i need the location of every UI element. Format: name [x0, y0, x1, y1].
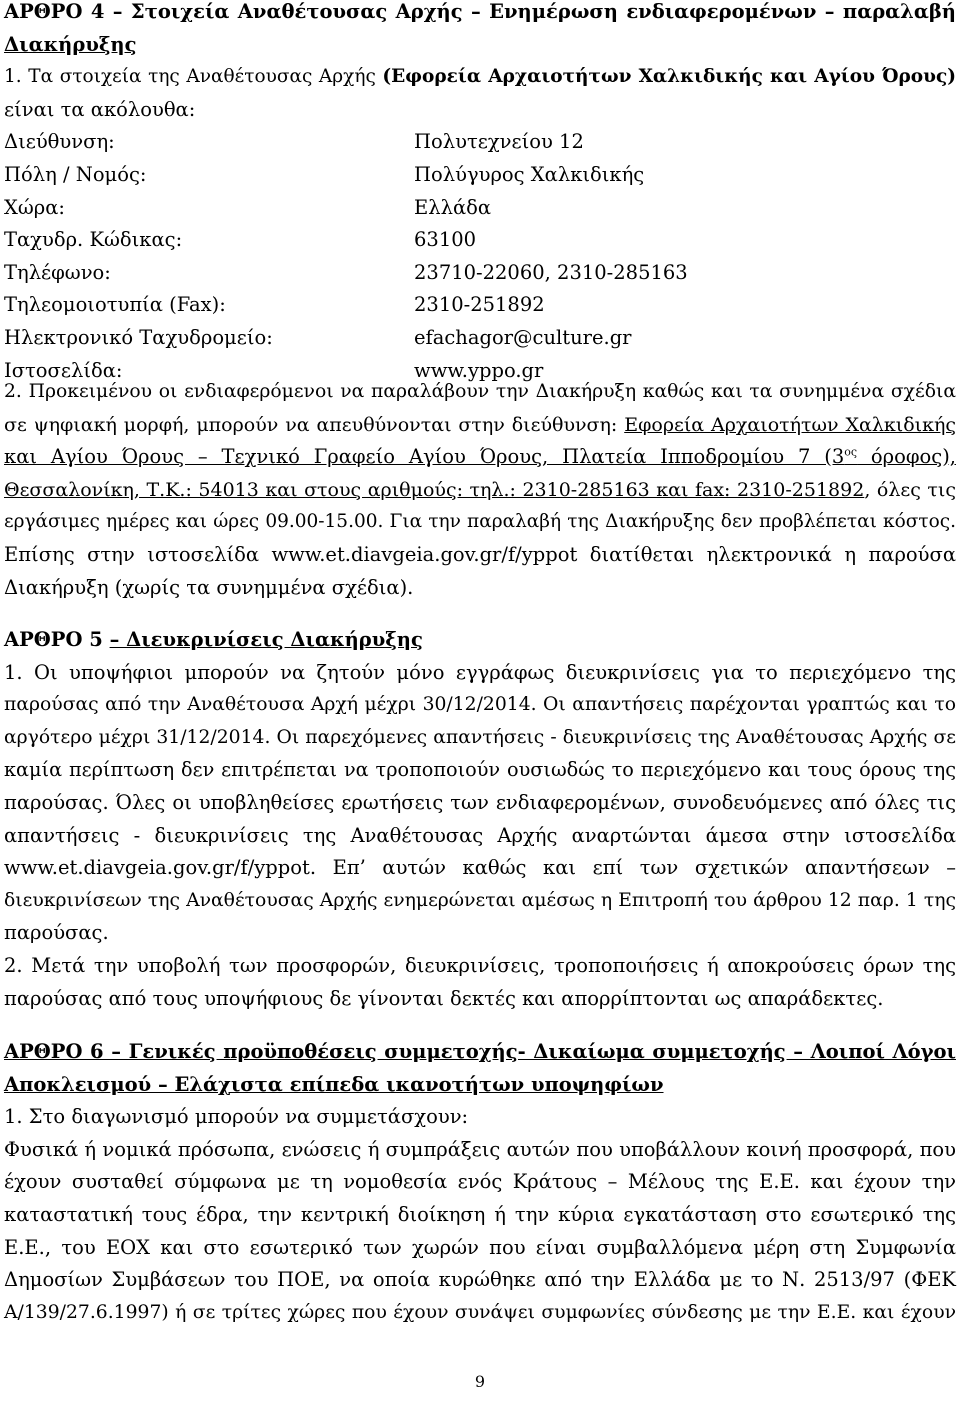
detail-label: Ηλεκτρονικό Ταχυδρομείο:	[4, 325, 273, 349]
address-part: όροφος),	[857, 445, 956, 469]
paragraph-line: παρούσας.	[4, 921, 109, 945]
article-4-paragraph-2	[4, 376, 956, 604]
detail-label: Τηλέφωνο:	[4, 260, 111, 284]
detail-label: Χώρα:	[4, 195, 65, 219]
paragraph-line	[4, 441, 956, 474]
paragraph-line: καμία περίπτωση δεν επιτρέπεται να τροποποιούν ουσιωδώς το περιεχόμενο και τους όρους της	[4, 758, 956, 782]
paragraph-line: 2. Προκειμένου οι ενδιαφερόμενοι να παραλάβουν την Διακήρυξη καθώς και τα συνημμένα σχέδια	[4, 381, 956, 402]
address-text: Θεσσαλονίκη, Τ.Κ.: 54013 και στους αριθμούς: τηλ.: 2310-285163 και fax: 2310-251892	[4, 478, 865, 501]
ordinal-superscript: ος	[844, 445, 858, 459]
detail-value: efachagor@culture.gr	[414, 325, 632, 349]
detail-value: www.yppo.gr	[414, 358, 544, 382]
paragraph-line: παρούσας από τους υποψήφιους δε γίνονται δεκτές και απορρίπτονται ως απαράδεκτες.	[4, 986, 884, 1010]
paragraph-line: Φυσικά ή νομικά πρόσωπα, ενώσεις ή συμπράξεις αυτών που υποβάλλουν κοινή προσφορά, που	[4, 1137, 956, 1161]
detail-label: Πόλη / Νομός:	[4, 162, 147, 186]
paragraph-line: Α/139/27.6.1997) ή σε τρίτες χώρες που έχουν συνάψει συμφωνίες σύνδεσης με την Ε.Ε. και έχουν	[4, 1301, 956, 1323]
paragraph-line: παρούσας. Όλες οι υποβληθείσες ερωτήσεις των ενδιαφερομένων, συνοδευόμενες από όλες τις	[4, 790, 956, 814]
article-5-heading-title: – Διευκρινίσεις Διακήρυξης	[109, 628, 423, 651]
paragraph-line: Ε.Ε., του ΕΟΧ και στο εσωτερικό των χωρών που είναι συμβαλλόμενα μέρη στη Συμφωνία	[4, 1235, 956, 1259]
paragraph-line: 1. Οι υποψήφιοι μπορούν να ζητούν μόνο εγγράφως διευκρινίσεις για το περιεχόμενο της	[4, 660, 956, 684]
detail-row	[4, 289, 704, 322]
paragraph-line: www.et.diavgeia.gov.gr/f/yppot. Επ’ αυτών καθώς και επί των σχετικών απαντήσεων –	[4, 856, 956, 880]
article-5-heading-prefix: ΑΡΘΡΟ 5	[4, 628, 110, 651]
authority-details-table	[4, 126, 704, 387]
detail-value: 23710-22060, 2310-285163	[414, 260, 688, 284]
paragraph-line	[4, 409, 956, 442]
detail-label: Διεύθυνση:	[4, 130, 115, 154]
paragraph-line: εργάσιμες ημέρες και ώρες 09.00-15.00. Για την παραλαβή της Διακήρυξης δεν προβλέπεται κόστος.	[4, 511, 956, 533]
paragraph-line: Διακήρυξη (χωρίς τα συνημμένα σχέδια).	[4, 575, 414, 599]
address-text: Εφορεία Αρχαιοτήτων Χαλκιδικής	[624, 413, 956, 436]
detail-label: Ιστοσελίδα:	[4, 358, 123, 382]
detail-row	[4, 192, 704, 225]
article-5	[4, 624, 956, 1015]
paragraph-line: παρούσας από την Αναθέτουσα Αρχή μέχρι 30/12/2014. Οι απαντήσεις παρέχονται γραπτώς και το	[4, 694, 956, 716]
paragraph-line: Επίσης στην ιστοσελίδα www.et.diavgeia.gov.gr/f/yppot διατίθεται ηλεκτρονικά η παρούσα	[4, 542, 956, 566]
detail-value: 2310-251892	[414, 293, 545, 317]
detail-label: Τηλεομοιοτυπία (Fax):	[4, 293, 226, 317]
paragraph-line: έχουν συσταθεί σύμφωνα με τη νομοθεσία ενός Κράτους – Μέλους της Ε.Ε. και έχουν την	[4, 1170, 956, 1194]
article-5-heading	[4, 624, 956, 657]
detail-row	[4, 322, 704, 355]
paragraph-line: διευκρινίσεων της Αναθέτουσας Αρχής ενημερώνεται αμέσως η Επιτροπή του άρθρου 12 παρ. 1 της	[4, 889, 956, 911]
detail-value: Ελλάδα	[414, 195, 492, 219]
paragraph-line: καταστατική τους έδρα, την κεντρική διοίκηση ή την κύρια εγκατάσταση στο εσωτερικό της	[4, 1202, 956, 1226]
article-6-heading-text: ΑΡΘΡΟ 6 – Γενικές προϋποθέσεις συμμετοχής- Δικαίωμα συμμετοχής – Λοιποί Λόγοι	[4, 1040, 956, 1063]
paragraph-text: σε ψηφιακή μορφή, μπορούν να απευθύνονται στην διεύθυνση:	[4, 413, 625, 436]
paragraph-line: 2. Μετά την υποβολή των προσφορών, διευκρινίσεις, τροποποιήσεις ή αποκρούσεις όρων της	[4, 953, 956, 977]
detail-value: 63100	[414, 228, 477, 252]
article-4-heading	[4, 0, 956, 126]
article-4-paragraph-1-line-2: είναι τα ακόλουθα:	[4, 97, 196, 121]
detail-label: Ταχυδρ. Κώδικας:	[4, 228, 183, 252]
paragraph-line: 1. Στο διαγωνισμό μπορούν να συμμετάσχουν:	[4, 1105, 469, 1129]
detail-row	[4, 257, 704, 290]
article-6	[4, 1036, 956, 1329]
detail-value: Πολύγυρος Χαλκιδικής	[414, 162, 645, 186]
paragraph-line	[4, 474, 956, 507]
address-text	[4, 445, 956, 468]
article-6-heading-text: Αποκλεισμού – Ελάχιστα επίπεδα ικανοτήτων υποψηφίων	[4, 1072, 664, 1096]
article-6-heading-line-2	[4, 1069, 956, 1102]
paragraph-line: αργότερο μέχρι 31/12/2014. Οι παρεχόμενες απαντήσεις - διευκρινίσεις της Αναθέτουσας Αρχής σε	[4, 726, 956, 748]
address-part: και Αγίου Όρους – Τεχνικό Γραφείο Αγίου Όρους, Πλατεία Ιπποδρομίου 7 (3	[4, 445, 845, 469]
article-4-heading-line-2	[4, 29, 956, 62]
detail-row	[4, 126, 704, 159]
paragraph-text: , όλες τις	[864, 478, 956, 501]
article-4-paragraph-1-line-1	[4, 61, 956, 94]
article-4-heading-line-2-text: Διακήρυξης	[4, 32, 137, 56]
page-number: 9	[474, 1372, 486, 1391]
article-6-heading-line-1	[4, 1036, 956, 1069]
detail-row	[4, 224, 704, 257]
paragraph-line: απαντήσεις - διευκρινίσεις της Αναθέτουσας Αρχής αναρτώνται άμεσα στην ιστοσελίδα	[4, 823, 956, 847]
detail-row	[4, 159, 704, 192]
paragraph-line: Δημοσίων Συμβάσεων του ΠΟΕ, να οποία κυρώθηκε από την Ελλάδα με το Ν. 2513/97 (ΦΕΚ	[4, 1268, 956, 1292]
detail-value: Πολυτεχνείου 12	[414, 130, 584, 154]
article-4-heading-line-1: ΑΡΘΡΟ 4 – Στοιχεία Αναθέτουσας Αρχής – Ενημέρωση ενδιαφερομένων – παραλαβή	[4, 0, 956, 23]
authority-name: (Εφορεία Αρχαιοτήτων Χαλκιδικής και Αγίου Όρους)	[382, 66, 956, 88]
article-4-p1-prefix: 1. Τα στοιχεία της Αναθέτουσας Αρχής	[4, 66, 383, 88]
